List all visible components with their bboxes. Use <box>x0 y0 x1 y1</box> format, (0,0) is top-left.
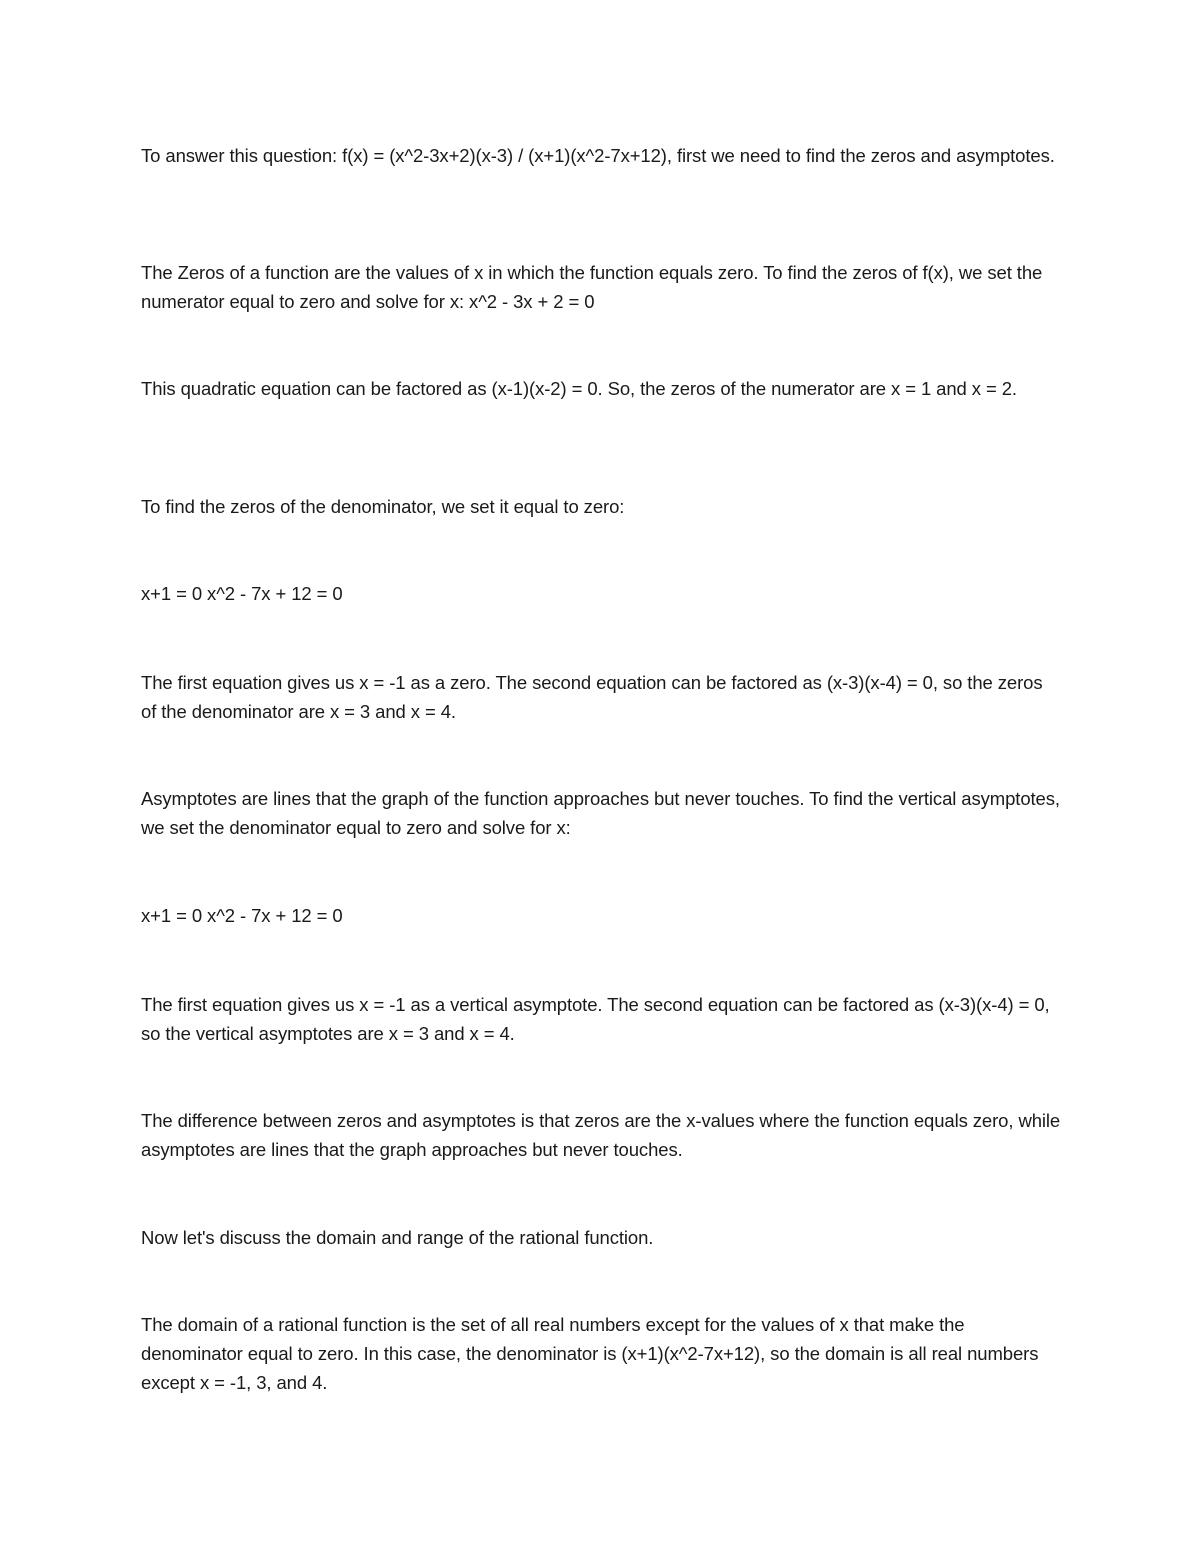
paragraph-difference: The difference between zeros and asymptotes is that zeros are the x-values where the function equals zero, while asymptotes are lines that the graph approaches but never touches. <box>141 1110 1061 1160</box>
paragraph-intro: To answer this question: f(x) = (x^2-3x+2)(x-3) / (x+1)(x^2-7x+12), first we need to find the zeros and asymptotes. <box>141 145 1055 166</box>
paragraph-domain: The domain of a rational function is the set of all real numbers except for the values of x that make the denominator equal to zero. In this case, the denominator is (x+1)(x^2-7x+12), so the domain is all real numbers except x = -1, 3, and 4. <box>141 1314 1039 1393</box>
paragraph-asymptotes-definition: Asymptotes are lines that the graph of the function approaches but never touches. To find the vertical asymptotes, we set the denominator equal to zero and solve for x: <box>141 788 1060 838</box>
paragraph-asymptote-equations: x+1 = 0 x^2 - 7x + 12 = 0 <box>141 905 343 926</box>
paragraph-numerator-factoring: This quadratic equation can be factored as (x-1)(x-2) = 0. So, the zeros of the numerator are x = 1 and x = 2. <box>141 378 1017 399</box>
paragraph-domain-range-intro: Now let's discuss the domain and range of the rational function. <box>141 1227 654 1248</box>
paragraph-denominator-zeros: The first equation gives us x = -1 as a zero. The second equation can be factored as (x-3)(x-4) = 0, so the zeros of the denominator are x = 3 and x = 4. <box>141 672 1043 722</box>
paragraph-denominator-intro: To find the zeros of the denominator, we set it equal to zero: <box>141 496 625 517</box>
paragraph-zeros-definition: The Zeros of a function are the values of x in which the function equals zero. To find the zeros of f(x), we set the numerator equal to zero and solve for x: x^2 - 3x + 2 = 0 <box>141 262 1043 312</box>
paragraph-denominator-equations: x+1 = 0 x^2 - 7x + 12 = 0 <box>141 583 343 604</box>
paragraph-vertical-asymptotes: The first equation gives us x = -1 as a vertical asymptote. The second equation can be factored as (x-3)(x-4) = 0, so the vertical asymptotes are x = 3 and x = 4. <box>141 994 1050 1044</box>
